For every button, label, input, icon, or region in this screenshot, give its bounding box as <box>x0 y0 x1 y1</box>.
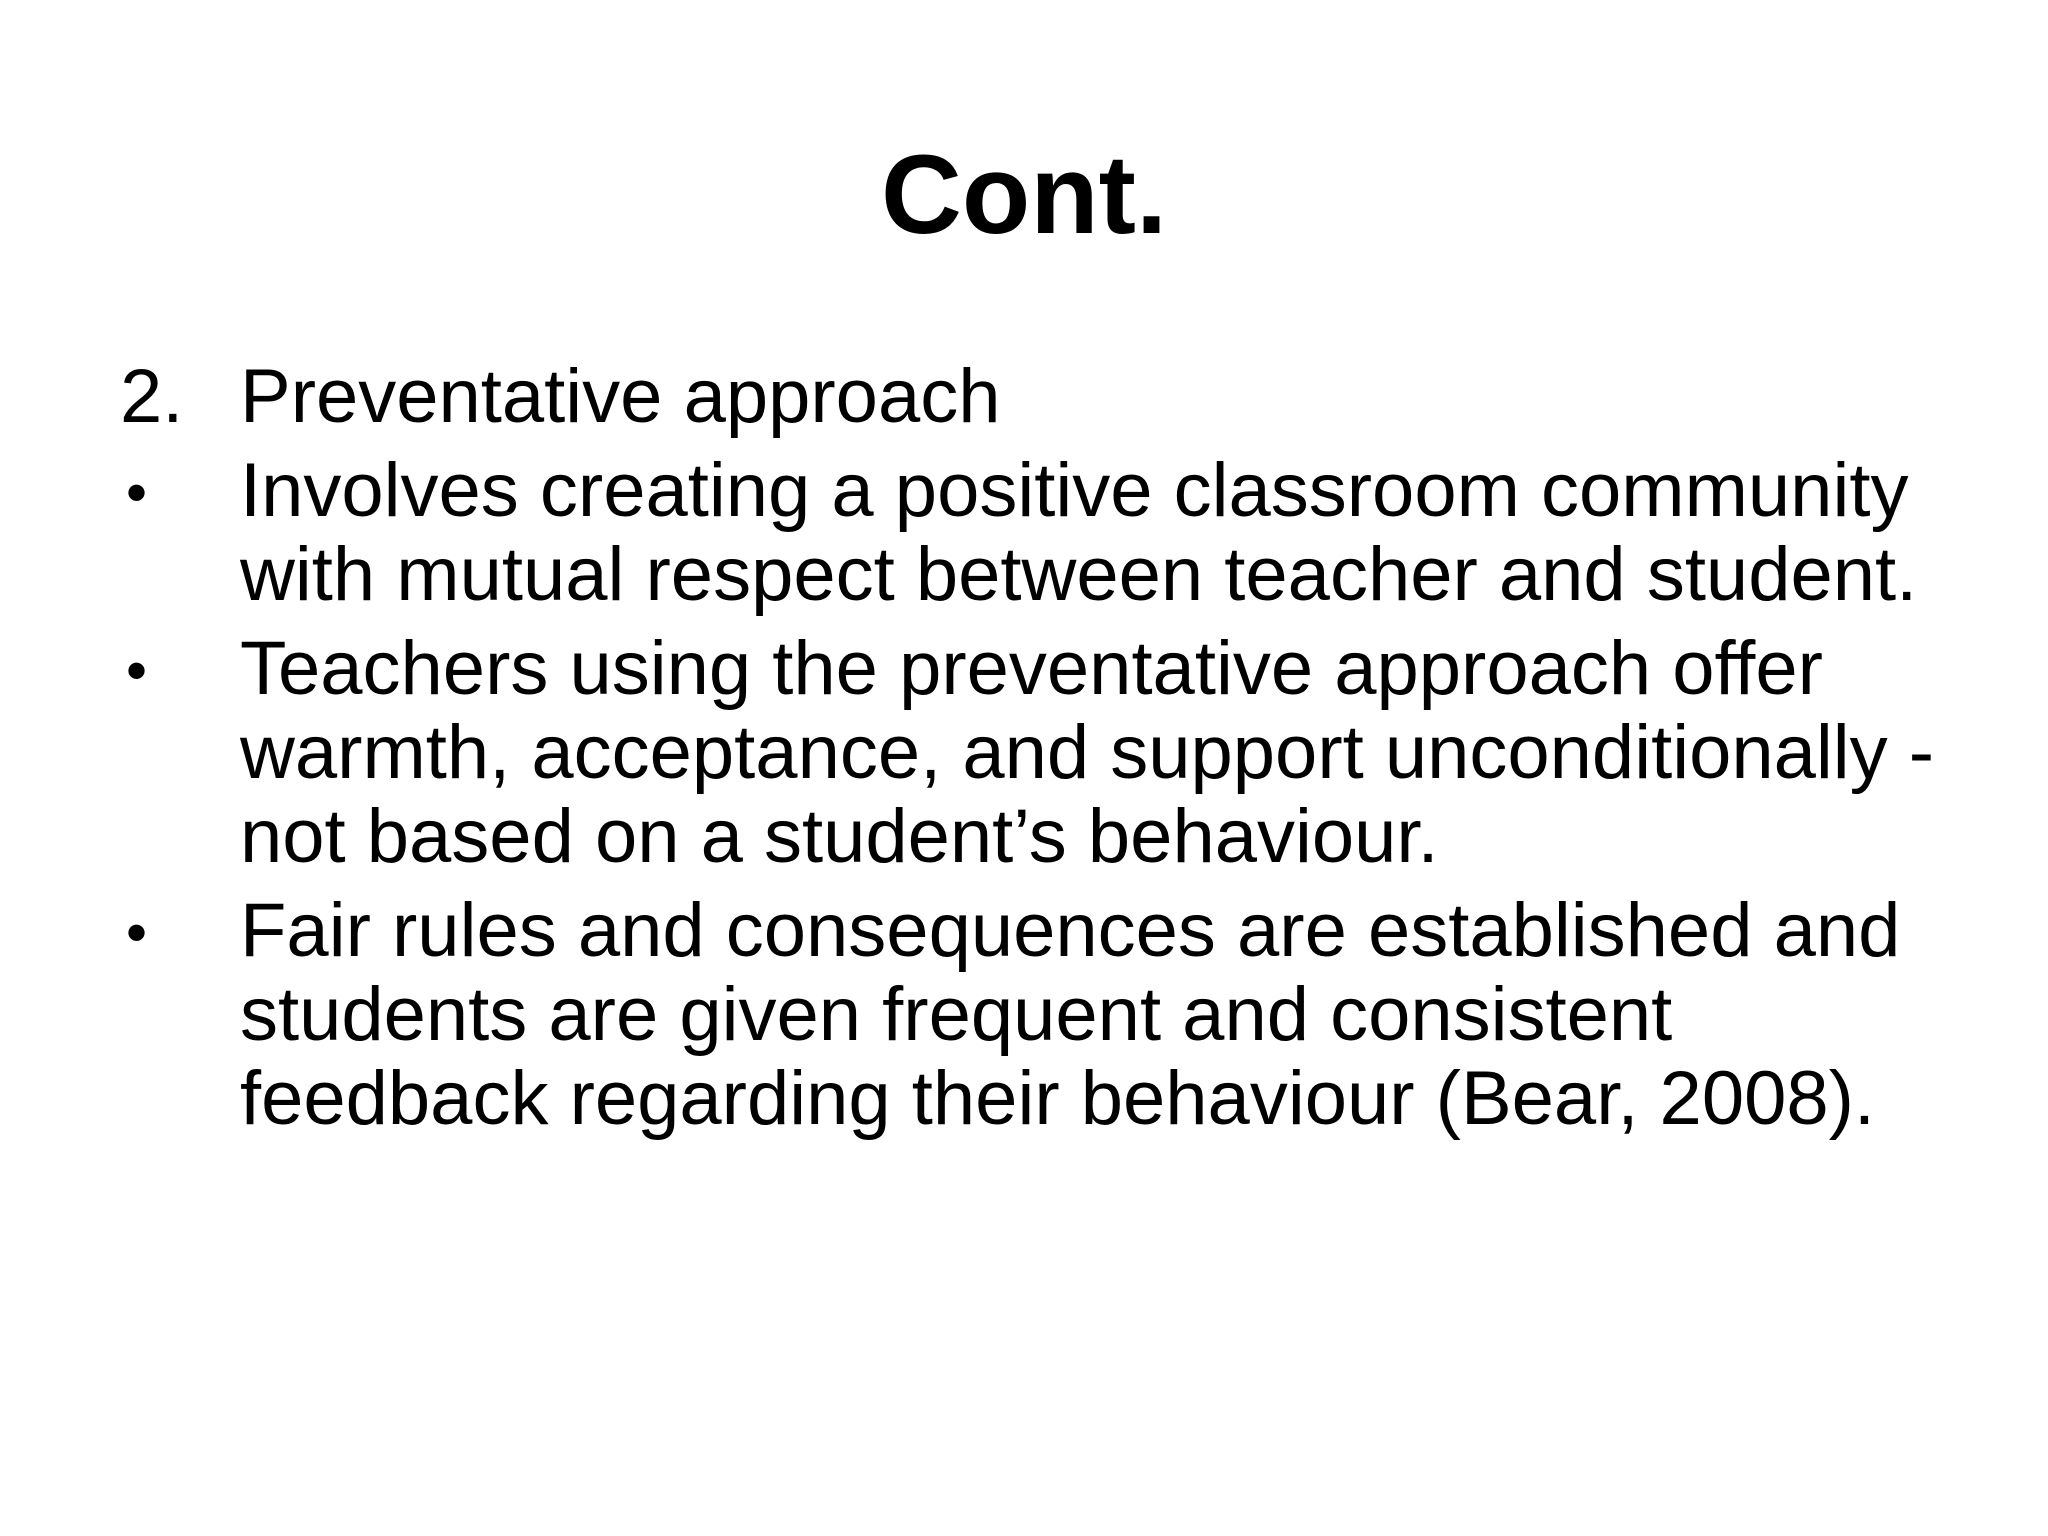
list-item-text: Preventative approach <box>240 354 1001 439</box>
bullet-icon: • <box>126 459 148 526</box>
bullet-icon: • <box>126 637 148 704</box>
list-item-bullet <box>120 889 1980 1141</box>
list-item-text: Fair rules and consequences are established and students are given frequent and consistent feedback regarding their behaviour (Bear, 2008). <box>240 888 1901 1141</box>
slide-title: Cont. <box>880 132 1168 257</box>
list-item-bullet <box>120 449 1980 617</box>
list-item-text: Teachers using the preventative approach offer warmth, acceptance, and support unconditionally - not based on a student’s behaviour. <box>240 626 1935 879</box>
list-number: 2. <box>120 354 184 439</box>
list-item-text: Involves creating a positive classroom community with mutual respect between teacher and student. <box>240 448 1918 617</box>
list-item-bullet <box>120 627 1980 879</box>
bullet-icon: • <box>126 899 148 966</box>
slide-content <box>120 355 1980 1151</box>
list-item-numbered <box>120 355 1980 439</box>
